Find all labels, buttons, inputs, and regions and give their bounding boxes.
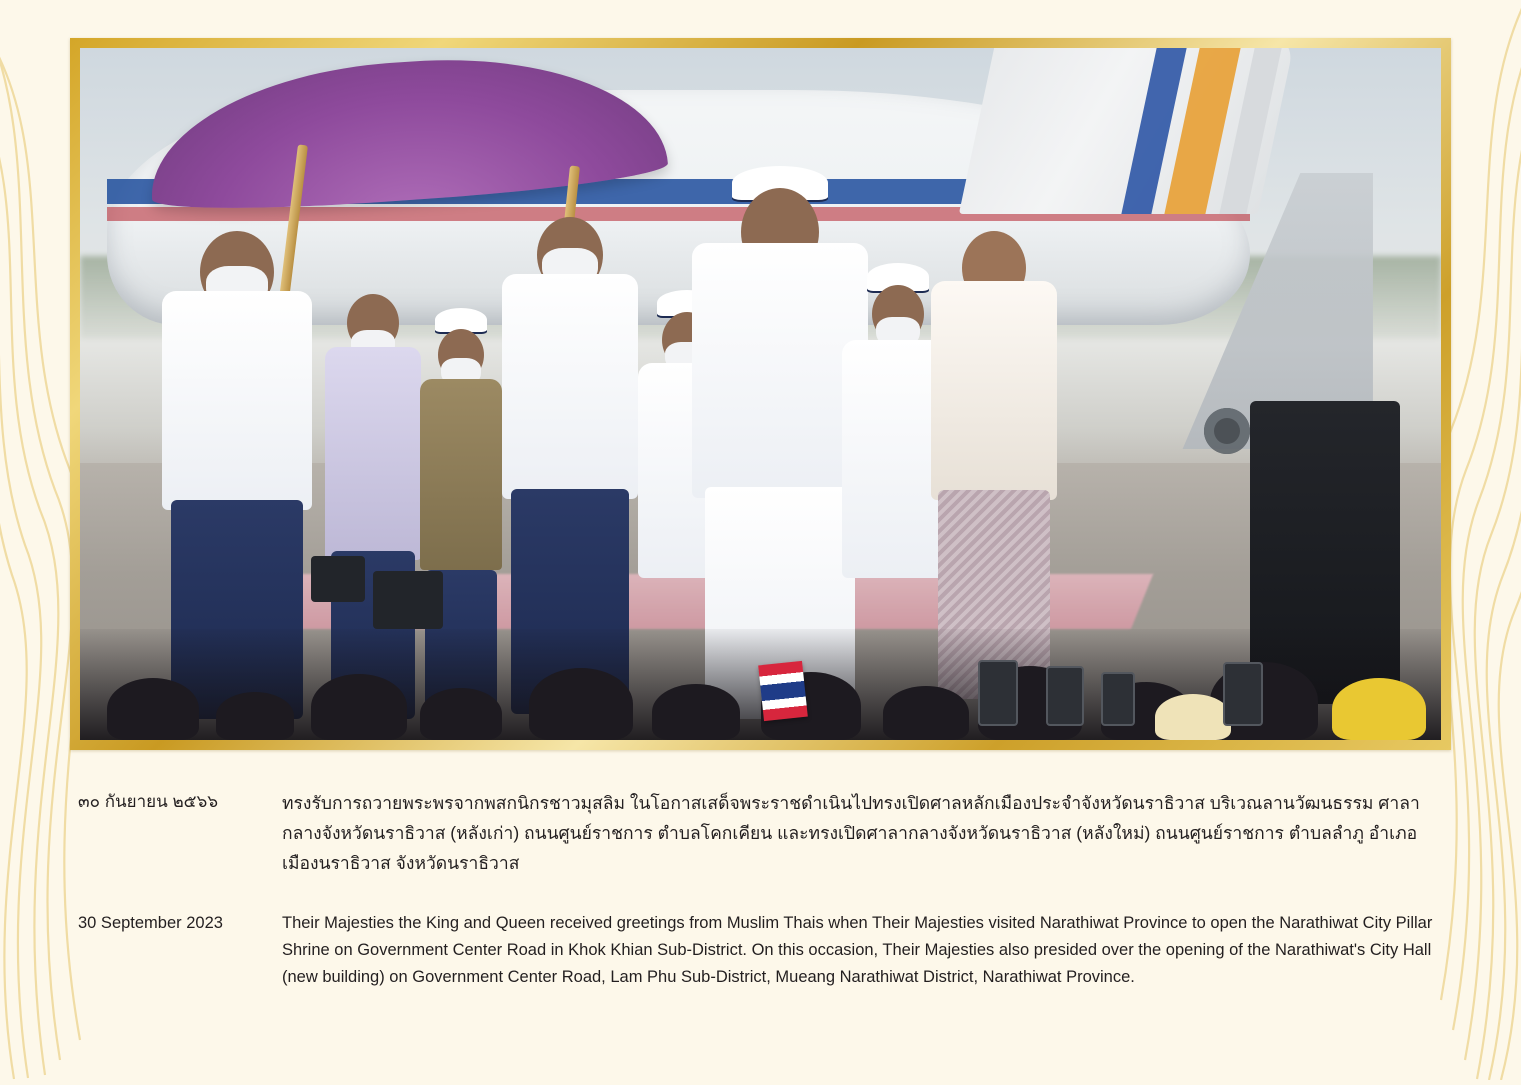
royal-visit-photograph <box>80 48 1441 740</box>
smartphone-1 <box>978 660 1018 726</box>
airplane-wheel <box>1204 408 1250 454</box>
caption-date-thai: ๓๐ กันยายน ๒๕๖๖ <box>78 792 219 811</box>
caption-row-thai <box>78 788 1451 878</box>
handbag <box>311 556 365 602</box>
caption-row-english <box>78 910 1451 990</box>
smartphone-4 <box>1223 662 1263 726</box>
caption-date-english: 30 September 2023 <box>78 914 223 933</box>
photo-frame <box>70 38 1451 750</box>
smartphone-3 <box>1101 672 1135 726</box>
caption-text-thai: ทรงรับการถวายพระพรจากพสกนิกรชาวมุสลิม ในโอกาสเสด็จพระราชดำเนินไปทรงเปิดศาลหลักเมืองประจำจังหวัดนราธิวาส บริเวณลานวัฒนธรรม ศาลากลางจังหวัดนราธิวาส (หลังเก่า) ถนนศูนย์ราชการ ตำบลโคกเคียน และทรงเปิดศาลากลางจังหวัดนราธิวาส (หลังใหม่) ถนนศูนย์ราชการ ตำบลลำภู อำเภอเมืองนราธิวาส จังหวัดนราธิวาส <box>282 793 1420 874</box>
thai-flag <box>758 661 808 721</box>
caption-text-english: Their Majesties the King and Queen received greetings from Muslim Thais when Their Majesties visited Narathiwat Province to open the Narathiwat City Pillar Shrine on Government Center Road in Khok Khian Sub-District. On this occasion, Their Majesties also presided over the opening of the Narathiwat's City Hall (new building) on Government Center Road, Lam Phu Sub-District, Mueang Narathiwat District, Narathiwat Province. <box>282 914 1433 986</box>
smartphone-2 <box>1046 666 1084 726</box>
briefcase <box>373 571 443 629</box>
caption-block <box>70 788 1451 990</box>
